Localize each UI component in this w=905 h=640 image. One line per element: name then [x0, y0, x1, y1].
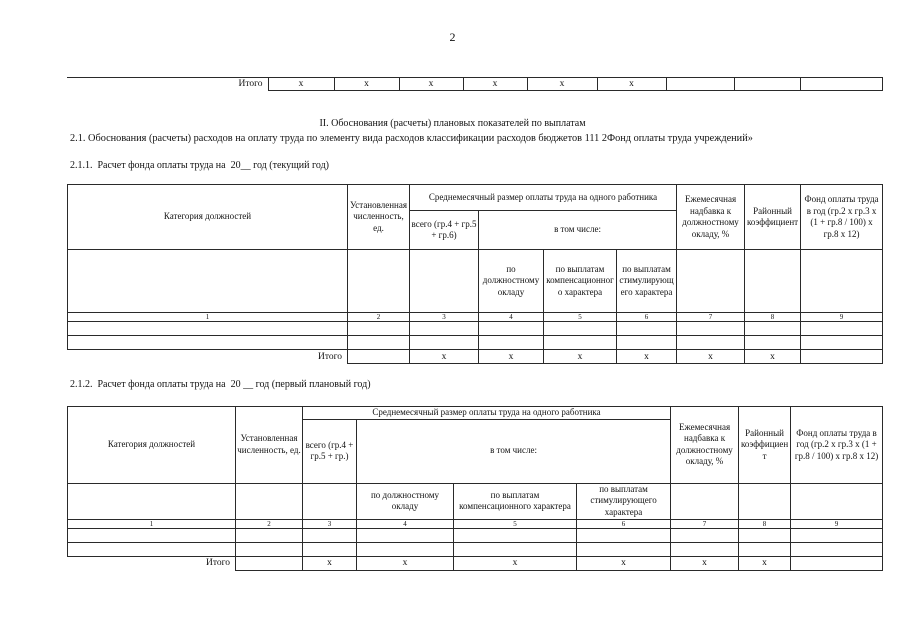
- data-cell[interactable]: [68, 322, 348, 336]
- data-cell[interactable]: [801, 336, 883, 350]
- fund-table-first-plan-year: [67, 406, 883, 571]
- top-total-label: Итого: [67, 78, 268, 91]
- total-row: [68, 556, 883, 570]
- data-cell[interactable]: [677, 336, 745, 350]
- header-by-salary: по должностному окладу: [479, 250, 544, 313]
- data-cell[interactable]: [617, 336, 677, 350]
- header-avg-pay: Среднемесячный размер оплаты труда на одного работника: [303, 407, 671, 420]
- data-cell[interactable]: [577, 542, 671, 556]
- empty-cell: [745, 250, 801, 313]
- table1-title: 2.1.1. Расчет фонда оплаты труда на 20__ год (текущий год): [70, 160, 329, 171]
- top-total-mark: х: [463, 78, 527, 91]
- data-cell[interactable]: [348, 336, 410, 350]
- header-total: всего (гр.4 + гр.5 + гр.6): [410, 211, 479, 250]
- data-cell[interactable]: [479, 322, 544, 336]
- top-total-mark: х: [597, 78, 666, 91]
- table-row: [68, 322, 883, 336]
- data-cell[interactable]: [348, 322, 410, 336]
- total-mark: х: [454, 556, 577, 570]
- data-cell[interactable]: [544, 336, 617, 350]
- column-number: 9: [791, 519, 883, 528]
- data-cell[interactable]: [671, 528, 739, 542]
- column-number: 3: [303, 519, 357, 528]
- top-total-empty-cell: [800, 78, 882, 91]
- data-cell[interactable]: [303, 528, 357, 542]
- column-number: 1: [68, 519, 236, 528]
- header-category: Категория должностей: [68, 407, 236, 484]
- total-label: Итого: [68, 556, 236, 570]
- data-cell[interactable]: [236, 528, 303, 542]
- column-number: 9: [801, 313, 883, 322]
- column-number: 5: [544, 313, 617, 322]
- column-number: 2: [348, 313, 410, 322]
- empty-cell: [671, 483, 739, 519]
- header-avg-pay: Среднемесячный размер оплаты труда на одного работника: [410, 185, 677, 211]
- data-cell[interactable]: [410, 322, 479, 336]
- column-number: 8: [745, 313, 801, 322]
- data-cell[interactable]: [236, 542, 303, 556]
- data-cell[interactable]: [357, 542, 454, 556]
- empty-cell: [303, 483, 357, 519]
- header-including: в том числе:: [357, 419, 671, 483]
- total-mark: х: [617, 350, 677, 364]
- total-mark: х: [479, 350, 544, 364]
- total-mark: х: [745, 350, 801, 364]
- data-cell[interactable]: [68, 336, 348, 350]
- column-number: 1: [68, 313, 348, 322]
- header-regional-coef: Районный коэффициент: [745, 185, 801, 250]
- header-by-salary: по должностному окладу: [357, 483, 454, 519]
- top-total-mark: х: [527, 78, 597, 91]
- data-cell[interactable]: [739, 528, 791, 542]
- data-cell[interactable]: [454, 542, 577, 556]
- total-mark: х: [357, 556, 454, 570]
- total-mark: х: [410, 350, 479, 364]
- total-empty-cell: [791, 556, 883, 570]
- top-total-mark: х: [268, 78, 334, 91]
- column-number: 5: [454, 519, 577, 528]
- data-cell[interactable]: [617, 322, 677, 336]
- empty-cell: [236, 483, 303, 519]
- table2-title: 2.1.2. Расчет фонда оплаты труда на 20 __ год (первый плановый год): [70, 379, 371, 390]
- empty-cell: [677, 250, 745, 313]
- data-cell[interactable]: [68, 528, 236, 542]
- header-category: Категория должностей: [68, 185, 348, 250]
- data-cell[interactable]: [479, 336, 544, 350]
- data-cell[interactable]: [454, 528, 577, 542]
- data-cell[interactable]: [357, 528, 454, 542]
- data-cell[interactable]: [739, 542, 791, 556]
- total-empty-cell: [236, 556, 303, 570]
- total-row: [68, 350, 883, 364]
- header-incentive: по выплатам стимулирующего характера: [617, 250, 677, 313]
- header-compensation: по выплатам компенсационного характера: [454, 483, 577, 519]
- table-row: [68, 528, 883, 542]
- data-cell[interactable]: [303, 542, 357, 556]
- data-cell[interactable]: [671, 542, 739, 556]
- data-cell[interactable]: [544, 322, 617, 336]
- column-number: 3: [410, 313, 479, 322]
- empty-cell: [410, 250, 479, 313]
- empty-cell: [68, 250, 348, 313]
- header-total: всего (гр.4 + гр.5 + гр.): [303, 419, 357, 483]
- total-mark: х: [739, 556, 791, 570]
- column-number: 2: [236, 519, 303, 528]
- data-cell[interactable]: [791, 528, 883, 542]
- empty-cell: [791, 483, 883, 519]
- column-number: 8: [739, 519, 791, 528]
- column-number: 4: [479, 313, 544, 322]
- data-cell[interactable]: [410, 336, 479, 350]
- column-number: 6: [577, 519, 671, 528]
- data-cell[interactable]: [68, 542, 236, 556]
- total-mark: х: [677, 350, 745, 364]
- top-total-empty-cell: [666, 78, 734, 91]
- total-label: Итого: [68, 350, 348, 364]
- total-empty-cell: [801, 350, 883, 364]
- header-annual-fund: Фонд оплаты труда в год (гр.2 х гр.3 х (1 + гр.8 / 100) х гр.8 х 12): [791, 407, 883, 484]
- empty-cell: [801, 250, 883, 313]
- total-mark: х: [303, 556, 357, 570]
- header-incentive: по выплатам стимулирующего характера: [577, 483, 671, 519]
- section-title: II. Обоснования (расчеты) плановых показателей по выплатам: [319, 118, 586, 129]
- total-mark: х: [671, 556, 739, 570]
- header-headcount: Установленная численность, ед.: [348, 185, 410, 250]
- total-empty-cell: [348, 350, 410, 364]
- subsection-title: 2.1. Обоснования (расчеты) расходов на оплату труда по элементу вида расходов классификации расходов бюджетов 111 2Фонд оплаты труда учреждений»: [70, 133, 753, 144]
- data-cell[interactable]: [801, 322, 883, 336]
- top-total-mark: х: [399, 78, 463, 91]
- table-row: [68, 336, 883, 350]
- data-cell[interactable]: [745, 336, 801, 350]
- page-number: 2: [449, 30, 456, 44]
- fund-table-current-year: [67, 184, 883, 364]
- top-total-table: [67, 77, 883, 91]
- top-total-mark: х: [334, 78, 399, 91]
- empty-cell: [739, 483, 791, 519]
- top-total-empty-cell: [734, 78, 800, 91]
- header-headcount: Установленная численность, ед.: [236, 407, 303, 484]
- data-cell[interactable]: [677, 322, 745, 336]
- column-number: 4: [357, 519, 454, 528]
- header-annual-fund: Фонд оплаты труда в год (гр.2 х гр.3 х (1 + гр.8 / 100) х гр.8 х 12): [801, 185, 883, 250]
- header-compensation: по выплатам компенсационного характера: [544, 250, 617, 313]
- total-mark: х: [544, 350, 617, 364]
- total-mark: х: [577, 556, 671, 570]
- header-bonus-pct: Ежемесячная надбавка к должностному окладу, %: [671, 407, 739, 484]
- header-bonus-pct: Ежемесячная надбавка к должностному окладу, %: [677, 185, 745, 250]
- data-cell[interactable]: [745, 322, 801, 336]
- data-cell[interactable]: [791, 542, 883, 556]
- column-number: 7: [671, 519, 739, 528]
- header-regional-coef: Районный коэффициент: [739, 407, 791, 484]
- data-cell[interactable]: [577, 528, 671, 542]
- column-number: 7: [677, 313, 745, 322]
- empty-cell: [348, 250, 410, 313]
- empty-cell: [68, 483, 236, 519]
- column-number: 6: [617, 313, 677, 322]
- header-including: в том числе:: [479, 211, 677, 250]
- table-row: [68, 542, 883, 556]
